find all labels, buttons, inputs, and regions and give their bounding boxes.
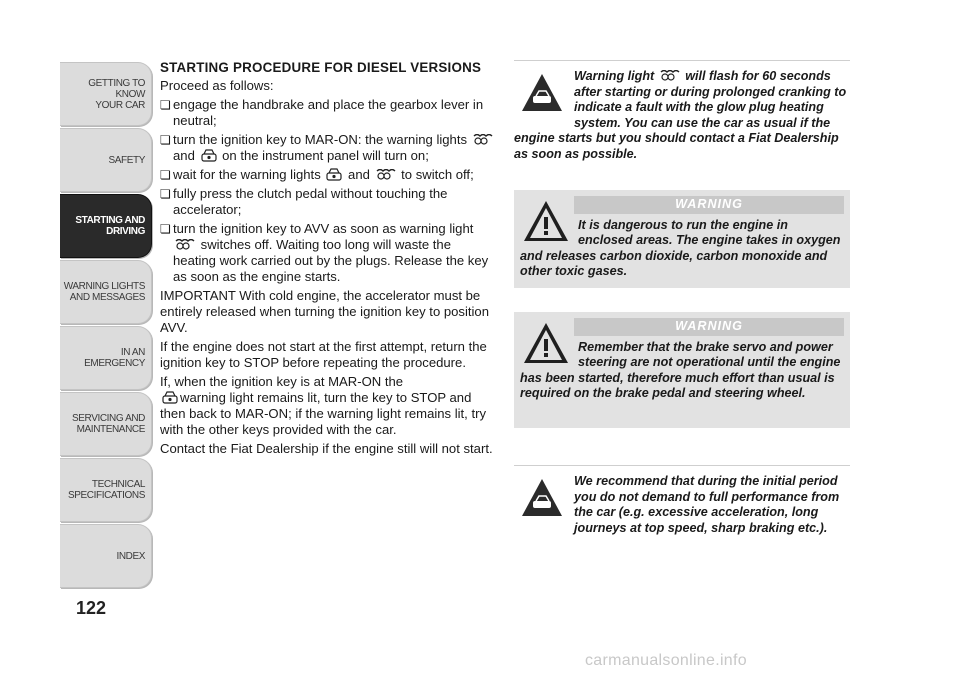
warning-box-enclosed-areas (514, 190, 850, 288)
warning-text-enclosed-areas: It is dangerous to run the engine in enclosed areas. The engine takes in oxygen and releases carbon dioxide, carbon monoxide and other toxic gases. (520, 217, 841, 279)
immobilizer-text-a: If, when the ignition key is at MAR-ON the (160, 374, 404, 389)
watermark: carmanualsonline.info (585, 652, 747, 669)
glow-plug-note-text-a: Warning light (574, 69, 655, 83)
warning-triangle-icon (522, 198, 570, 244)
step-5-text-b: switches off. Waiting too long will waste the heating work carried out by the plugs. Release the key as soon as the engine starts. (173, 237, 489, 284)
warning-title: WARNING (574, 318, 844, 336)
step-3-text-c: to switch off; (401, 167, 474, 182)
tab-technical-specs[interactable]: TECHNICAL SPECIFICATIONS (60, 458, 152, 522)
page-number: 122 (76, 598, 107, 618)
glow-plug-icon (175, 239, 195, 251)
immobilizer-text-b: warning light remains lit, turn the key to STOP and then back to MAR-ON; if the warning light remains lit, try with the other keys provided with the car. (160, 390, 487, 437)
tab-getting-to-know[interactable]: GETTING TO KNOW YOUR CAR (60, 62, 152, 126)
step-4-text: fully press the clutch pedal without touching the accelerator; (173, 186, 448, 217)
tab-warning-lights[interactable]: WARNING LIGHTS AND MESSAGES (60, 260, 152, 324)
glow-plug-note (514, 60, 850, 163)
glow-plug-icon (376, 169, 396, 181)
tab-starting-and-driving[interactable]: STARTING AND DRIVING (60, 194, 152, 258)
step-2-text-b: and (173, 148, 195, 163)
immobilizer-paragraph (160, 374, 496, 438)
dealership-paragraph: Contact the Fiat Dealership if the engine still will not start. (160, 441, 493, 456)
step-3-text-b: and (348, 167, 370, 182)
section-heading: STARTING PROCEDURE FOR DIESEL VERSIONS (160, 60, 482, 75)
step-1-text: engage the handbrake and place the gearbox lever in neutral; (173, 97, 484, 128)
retry-paragraph: If the engine does not start at the first attempt, return the ignition key to STOP before repeating the procedure. (160, 339, 487, 370)
warning-title: WARNING (574, 196, 844, 214)
tab-index[interactable]: INDEX (60, 524, 152, 588)
running-in-note-text: We recommend that during the initial period you do not demand to full performance from the car (e.g. excessive acceleration, long journeys at top speed, sharp braking etc.). (574, 474, 840, 535)
main-column (160, 60, 496, 460)
tab-safety[interactable]: SAFETY (60, 128, 152, 192)
step-2 (160, 132, 496, 164)
warning-text-brake-servo: Remember that the brake servo and power steering are not operational until the engine has been started, therefore much effort than usual is required on the brake pedal and steering wheel. (520, 339, 841, 401)
warning-box-brake-servo (514, 312, 850, 428)
step-2-text-a: turn the ignition key to MAR-ON: the warning lights (173, 132, 468, 147)
step-2-text-c: on the instrument panel will turn on; (222, 148, 429, 163)
tab-in-an-emergency[interactable]: IN AN EMERGENCY (60, 326, 152, 390)
glow-plug-note-text-b: will flash for 60 seconds after starting or during prolonged cranking to indicate a fault with the glow plug heating system. You can use the car as usual if the engine starts but you should contact a Fiat Dealership as soon as possible. (514, 69, 847, 161)
car-note-icon (520, 71, 564, 115)
immobilizer-icon (201, 149, 217, 162)
immobilizer-icon (162, 391, 178, 404)
running-in-note (514, 465, 850, 536)
step-3-text-a: wait for the warning lights (173, 167, 321, 182)
car-note-icon (520, 476, 564, 520)
glow-plug-icon (473, 134, 493, 146)
step-5-text-a: turn the ignition key to AVV as soon as warning light (173, 221, 474, 236)
tab-servicing[interactable]: SERVICING AND MAINTENANCE (60, 392, 152, 456)
immobilizer-icon (326, 168, 342, 181)
important-note: IMPORTANT With cold engine, the accelerator must be entirely released when turning the ignition key to position AVV. (160, 288, 489, 335)
glow-plug-icon (660, 70, 680, 82)
step-4 (160, 186, 496, 218)
step-3 (160, 167, 496, 183)
step-1 (160, 97, 496, 129)
warning-triangle-icon (522, 320, 570, 366)
step-5 (160, 221, 496, 285)
intro-text: Proceed as follows: (160, 78, 274, 93)
